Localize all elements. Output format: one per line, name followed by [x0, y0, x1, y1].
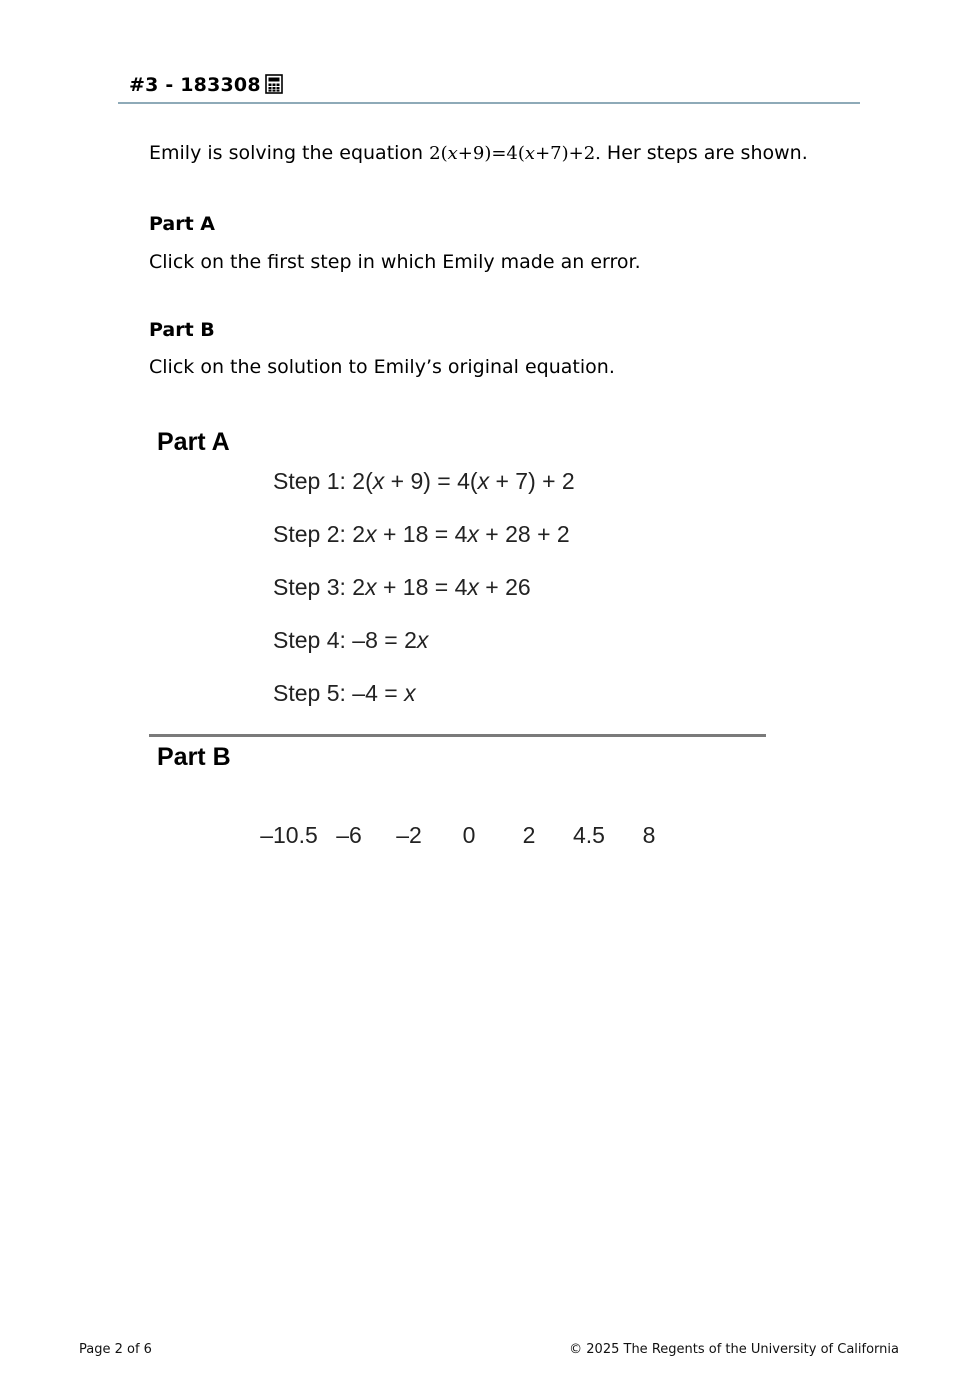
equation-variable: x	[447, 143, 458, 164]
step-label: Step 2:	[273, 521, 353, 547]
step-expr: + 26	[478, 574, 531, 600]
step-expr: + 18 = 4	[376, 521, 468, 547]
equation-part: +7)+2.	[535, 143, 601, 164]
part-a-heading: Part A	[149, 213, 216, 235]
page-number: Page 2 of 6	[79, 1342, 152, 1357]
step-variable: x	[404, 680, 416, 706]
step-variable: x	[467, 521, 479, 547]
choice-3[interactable]: –2	[396, 822, 422, 848]
equation-part: +9)=4(	[457, 143, 525, 164]
equation	[429, 143, 601, 164]
interaction-part-b-heading: Part B	[157, 743, 231, 771]
step-expr: 2	[352, 574, 366, 600]
item-title	[129, 74, 283, 99]
step-variable: x	[365, 574, 377, 600]
step-expr: + 9) = 4(	[384, 468, 478, 494]
interaction-part-a-heading: Part A	[157, 428, 230, 456]
step-expr: –8 = 2	[352, 627, 417, 653]
step-expr: 2(	[352, 468, 373, 494]
step-2[interactable]	[273, 521, 570, 548]
step-expr: + 18 = 4	[376, 574, 468, 600]
choice-5[interactable]: 2	[522, 822, 536, 848]
stem-intro: Emily is solving the equation	[149, 142, 430, 164]
stem-outro: Her steps are shown.	[600, 142, 808, 164]
step-1[interactable]	[273, 468, 575, 495]
step-label: Step 5:	[273, 680, 353, 706]
item-header	[118, 72, 860, 104]
step-variable: x	[467, 574, 479, 600]
choice-6[interactable]: 4.5	[573, 822, 605, 848]
step-expr: –4 =	[352, 680, 405, 706]
step-variable: x	[372, 468, 385, 494]
step-4[interactable]	[273, 627, 428, 654]
equation-part: 2(	[429, 143, 448, 164]
step-label: Step 3:	[273, 574, 353, 600]
choice-2[interactable]: –6	[336, 822, 362, 848]
choice-1[interactable]: –10.5	[260, 822, 318, 848]
item-number: #3 - 183308	[129, 74, 261, 96]
step-expr: + 28 + 2	[478, 521, 570, 547]
step-variable: x	[416, 627, 429, 653]
step-label: Step 4:	[273, 627, 353, 653]
step-expr: 2	[352, 521, 366, 547]
choice-7[interactable]: 8	[642, 822, 656, 848]
step-variable: x	[477, 468, 490, 494]
part-b-heading: Part B	[149, 319, 215, 341]
section-divider	[149, 734, 766, 737]
step-expr: + 7) + 2	[489, 468, 575, 494]
part-a-instruction: Click on the first step in which Emily made an error.	[149, 251, 641, 273]
step-5[interactable]	[273, 680, 416, 707]
step-label: Step 1:	[273, 468, 353, 494]
step-variable: x	[365, 521, 377, 547]
question-stem	[149, 142, 808, 164]
step-3[interactable]	[273, 574, 531, 601]
equation-variable: x	[524, 143, 536, 164]
calculator-icon[interactable]	[265, 74, 283, 99]
copyright: © 2025 The Regents of the University of California	[569, 1342, 899, 1357]
choice-4[interactable]: 0	[462, 822, 476, 848]
part-b-instruction: Click on the solution to Emily’s original equation.	[149, 356, 615, 378]
